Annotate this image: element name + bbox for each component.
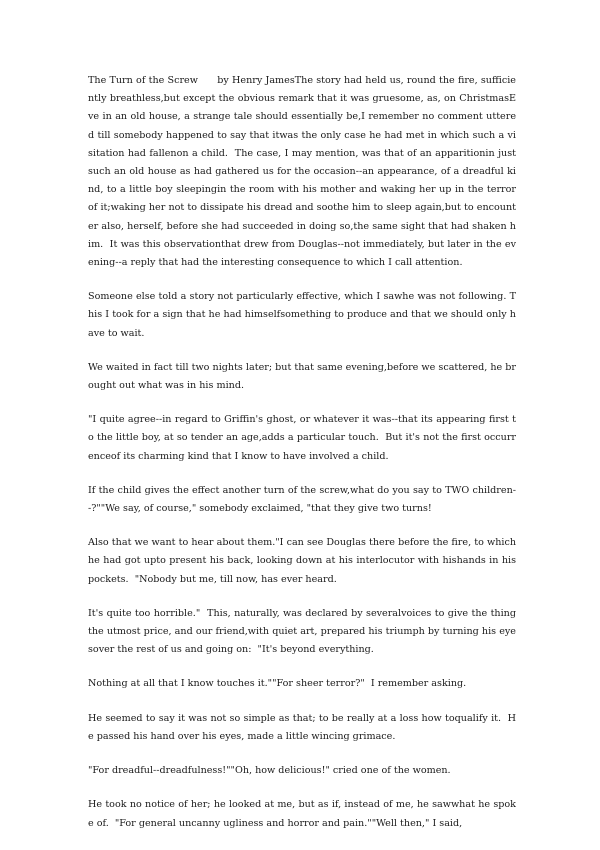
paragraph-4: "I quite agree--in regard to Griffin's ghost, or whatever it was--that its appearing first to the little boy, at so tender an age,adds a particular touch. But it's not the first occurrenceof its charming kind that I know to have involved a child.: [88, 414, 516, 462]
document-page: [88, 72, 520, 833]
paragraph-8: Nothing at all that I know touches it.""For sheer terror?" I remember asking.: [88, 678, 467, 690]
paragraph-10: "For dreadful--dreadfulness!""Oh, how delicious!" cried one of the women.: [88, 765, 451, 777]
paragraph-1: The Turn of the Screw by Henry JamesThe story had held us, round the fire, sufficiently breathless,but except the obvious remark that it was gruesome, as, on ChristmasEve in an old house, a strange tale should essentially be,I remember no comment uttered till somebody happened to say that itwas the only case he had met in which such a visitation had fallenon a child. The case, I may mention, was that of an apparitionin just such an old house as had gathered us for the occasion--an appearance, of a dreadful kind, to a little boy sleepingin the room with his mother and waking her up in the terror of it;waking her not to dissipate his dread and soothe him to sleep again,but to encounter also, herself, before she had succeeded in doing so,the same sight that had shaken him. It was this observationthat drew from Douglas--not immediately, but later in the evening--a reply that had the interesting consequence to which I call attention.: [88, 75, 520, 269]
paragraph-6: Also that we want to hear about them."I can see Douglas there before the fire, to which he had got upto present his back, looking down at his interlocutor with hishands in his pockets. "Nobody but me, till now, has ever heard.: [88, 537, 520, 585]
paragraph-7: It's quite too horrible." This, naturally, was declared by severalvoices to give the thing the utmost price, and our friend,with quiet art, prepared his triumph by turning his eyesover the rest of us and going on: "It's beyond everything.: [88, 607, 520, 656]
paragraph-9: He seemed to say it was not so simple as that; to be really at a loss how toqualify it. He passed his hand over his eyes, made a little wincing grimace.: [88, 712, 516, 742]
paragraph-11: He took no notice of her; he looked at me, but as if, instead of me, he sawwhat he spoke of. "For general uncanny ugliness and horror and pain.""Well then," I said,: [88, 799, 516, 829]
paragraph-2: Someone else told a story not particularly effective, which I sawhe was not following. This I took for a sign that he had himselfsomething to produce and that we should only have to wait.: [88, 291, 516, 339]
paragraph-3: We waited in fact till two nights later; but that same evening,before we scattered, he brought out what was in his mind.: [88, 361, 516, 392]
paragraph-5: If the child gives the effect another turn of the screw,what do you say to TWO children--?""We say, of course," somebody exclaimed, "that they give two turns!: [88, 484, 516, 515]
